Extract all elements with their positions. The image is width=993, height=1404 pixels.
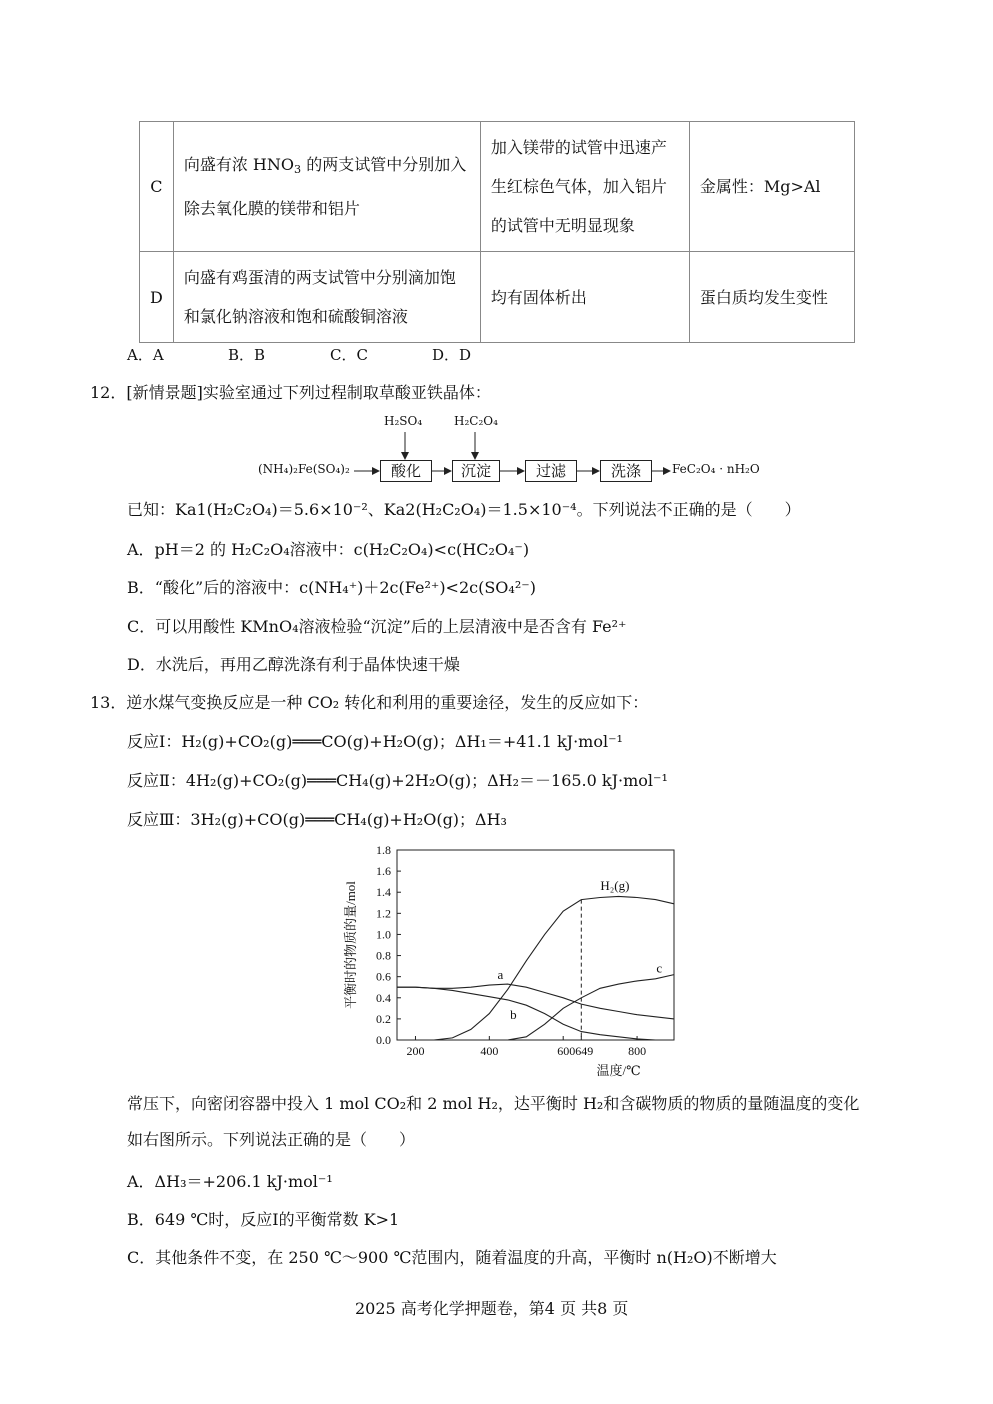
q12-option-c[interactable]: C．可以用酸性 KMnO₄溶液检验“沉淀”后的上层清液中是否含有 Fe²⁺ bbox=[127, 617, 627, 636]
options-table bbox=[139, 121, 855, 343]
q13-option-b[interactable]: B．649 ℃时，反应Ⅰ的平衡常数 K>1 bbox=[127, 1210, 400, 1229]
choice-b[interactable]: B．B bbox=[228, 346, 266, 364]
row-label: D bbox=[140, 252, 174, 343]
q13-stem: 13．逆水煤气变换反应是一种 CO₂ 转化和利用的重要途径，发生的反应如下： bbox=[90, 693, 649, 712]
q13-option-c[interactable]: C．其他条件不变，在 250 ℃～900 ℃范围内，随着温度的升高，平衡时 n(H₂O)不断增大 bbox=[127, 1248, 777, 1267]
q13-option-a[interactable]: A．ΔH₃＝+206.1 kJ·mol⁻¹ bbox=[127, 1172, 333, 1191]
x-tick-label: 400 bbox=[480, 1044, 499, 1058]
flow-step-wash: 洗涤 bbox=[600, 460, 652, 482]
y-tick-label: 0.8 bbox=[376, 948, 391, 963]
y-tick-label: 0.6 bbox=[376, 969, 391, 984]
y-tick-label: 1.0 bbox=[376, 927, 391, 942]
x-axis-label: 温度/℃ bbox=[596, 1063, 641, 1078]
table-row bbox=[140, 252, 855, 343]
series-line-h2g bbox=[397, 896, 674, 1040]
series-label: a bbox=[497, 966, 504, 982]
equilibrium-chart bbox=[335, 840, 735, 1080]
y-tick-label: 1.8 bbox=[376, 843, 391, 857]
y-tick-label: 1.6 bbox=[376, 864, 391, 879]
x-tick-label: 600649 bbox=[557, 1044, 594, 1058]
reaction-2: 反应Ⅱ：4H₂(g)+CO₂(g)═══CH₄(g)+2H₂O(g)；ΔH₂＝－165.0 kJ·mol⁻¹ bbox=[127, 771, 668, 790]
x-tick-label: 200 bbox=[406, 1044, 425, 1058]
reaction-1: 反应Ⅰ：H₂(g)+CO₂(g)═══CO(g)+H₂O(g)；ΔH₁＝+41.1 kJ·mol⁻¹ bbox=[127, 732, 623, 751]
y-tick-label: 0.0 bbox=[376, 1033, 391, 1047]
q12-option-a[interactable]: A．pH＝2 的 H₂C₂O₄溶液中：c(H₂C₂O₄)<c(HC₂O₄⁻) bbox=[127, 540, 530, 559]
series-label: c bbox=[656, 960, 663, 976]
page-footer: 2025 高考化学押题卷，第4 页 共8 页 bbox=[355, 1299, 629, 1318]
choice-a[interactable]: A．A bbox=[127, 346, 164, 364]
flow-product: FeC₂O₄ · nH₂O bbox=[672, 462, 760, 476]
phenomenon-cell: 均有固体析出 bbox=[480, 252, 689, 343]
flow-arrows bbox=[250, 412, 780, 492]
phenomenon-cell: 加入镁带的试管中迅速产生红棕色气体，加入铝片的试管中无明显现象 bbox=[480, 122, 689, 252]
flow-reagent1: H₂SO₄ bbox=[384, 414, 423, 428]
flow-step-precipitate: 沉淀 bbox=[452, 460, 500, 482]
x-tick-label: 800 bbox=[628, 1044, 647, 1058]
conclusion-cell: 金属性：Mg>Al bbox=[689, 122, 854, 252]
y-tick-label: 1.2 bbox=[376, 906, 391, 921]
table-row bbox=[140, 122, 855, 252]
q12-stem: 12．[新情景题]实验室通过下列过程制取草酸亚铁晶体： bbox=[90, 383, 491, 402]
plot-frame bbox=[397, 850, 674, 1040]
conclusion-cell: 蛋白质均发生变性 bbox=[689, 252, 854, 343]
reaction-3: 反应Ⅲ：3H₂(g)+CO(g)═══CH₄(g)+H₂O(g)；ΔH₃ bbox=[127, 810, 507, 829]
row-label: C bbox=[140, 122, 174, 252]
series-label: b bbox=[510, 1006, 517, 1022]
flow-step-filter: 过滤 bbox=[525, 460, 577, 482]
q13-desc-2: 如右图所示。下列说法正确的是（ ） bbox=[127, 1130, 416, 1149]
y-tick-label: 0.4 bbox=[376, 990, 391, 1005]
y-tick-label: 0.2 bbox=[376, 1011, 391, 1026]
q12-known: 已知：Ka1(H₂C₂O₄)＝5.6×10⁻²、Ka2(H₂C₂O₄)＝1.5×10⁻⁴。下列说法不正确的是（ ） bbox=[127, 500, 801, 519]
y-axis-label: 平衡时的物质的量/mol bbox=[343, 881, 358, 1009]
choice-d[interactable]: D．D bbox=[432, 346, 472, 364]
q12-option-d[interactable]: D．水洗后，再用乙醇洗涤有利于晶体快速干燥 bbox=[127, 655, 460, 674]
operation-cell: 向盛有浓 $HNO_3$ 的两支试管中分别加入除去氧化膜的镁带和铝片 bbox=[173, 122, 480, 252]
q13-desc-1: 常压下，向密闭容器中投入 1 mol CO₂和 2 mol H₂，达平衡时 H₂和含碳物质的物质的量随温度的变化 bbox=[127, 1094, 860, 1113]
series-label: H₂(g) bbox=[600, 878, 630, 894]
operation-cell: 向盛有鸡蛋清的两支试管中分别滴加饱和氯化钠溶液和饱和硫酸铜溶液 bbox=[173, 252, 480, 343]
flow-reagent2: H₂C₂O₄ bbox=[454, 414, 498, 428]
flow-diagram bbox=[250, 412, 780, 492]
q12-option-b[interactable]: B．“酸化”后的溶液中：c(NH₄⁺)＋2c(Fe²⁺)<2c(SO₄²⁻) bbox=[127, 578, 536, 597]
flow-reactant: (NH₄)₂Fe(SO₄)₂ bbox=[258, 462, 350, 476]
y-tick-label: 1.4 bbox=[376, 885, 391, 900]
flow-step-acidify: 酸化 bbox=[380, 460, 432, 482]
choice-c[interactable]: C．C bbox=[330, 346, 368, 364]
